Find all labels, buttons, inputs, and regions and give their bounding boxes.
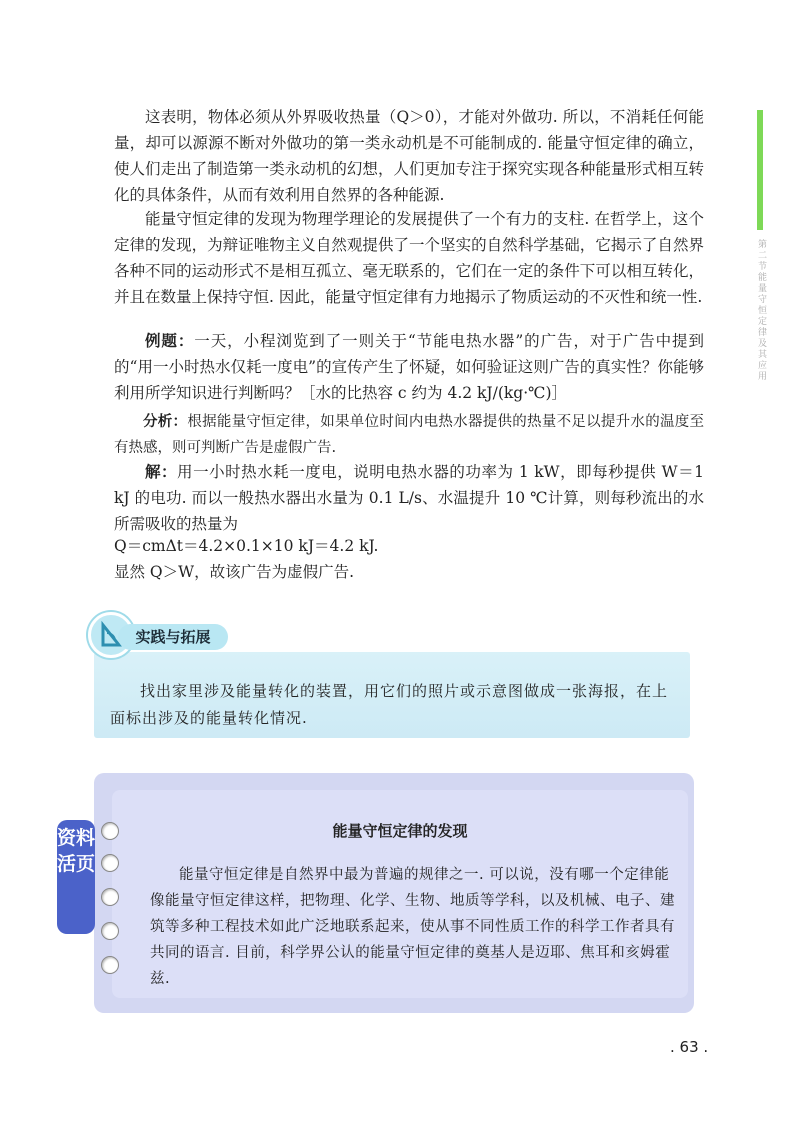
material-tab: 资料活页 <box>57 820 95 934</box>
chapter-side-label: 第二节 能量守恒定律及其应用 <box>758 240 768 382</box>
example-label: 例题： <box>145 332 195 350</box>
binder-ring-icon <box>101 956 119 974</box>
solution-text: 用一小时热水耗一度电，说明电热水器的功率为 1 kW，即每秒提供 W＝1 kJ 的电功. 而以一般热水器出水量为 0.1 L/s、水温提升 10 ℃计算，则每秒流出的水所需吸收的热量为 <box>114 463 704 533</box>
solution-label: 解： <box>145 463 178 481</box>
example-text: 一天，小程浏览到了一则关于“节能电热水器”的广告，对于广告中提到的“用一小时热水仅耗一度电”的宣传产生了怀疑，如何验证这则广告的真实性？你能够利用所学知识进行判断吗？［水的比热容 c 约为 4.2 kJ/(kg·℃)］ <box>114 332 704 402</box>
chapter-marker-bar <box>757 110 763 230</box>
material-title: 能量守恒定律的发现 <box>332 822 468 840</box>
binder-ring-icon <box>101 922 119 940</box>
conclusion: 显然 Q＞W，故该广告为虚假广告. <box>114 563 354 581</box>
material-text: 能量守恒定律是自然界中最为普遍的规律之一. 可以说，没有哪一个定律能像能量守恒定律这样，把物理、化学、生物、地质等学科，以及机械、电子、建筑等多种工程技术如此广泛地联系起来，使从事不同性质工作的科学工作者具有共同的语言. 目前，科学界公认的能量守恒定律的奠基人是迈耶、焦耳和亥姆霍兹. <box>150 867 675 987</box>
paragraph-2: 能量守恒定律的发现为物理学理论的发展提供了一个有力的支柱. 在哲学上，这个定律的发现，为辩证唯物主义自然观提供了一个坚实的自然科学基础，它揭示了自然界各种不同的运动形式不是相互孤立、毫无联系的，它们在一定的条件下可以相互转化，并且在数量上保持守恒. 因此，能量守恒定律有力地揭示了物质运动的不灭性和统一性. <box>114 210 704 306</box>
example-block <box>114 328 704 406</box>
page-number: . 63 . <box>670 1038 709 1056</box>
paragraph-1: 这表明，物体必须从外界吸收热量（Q＞0），才能对外做功. 所以，不消耗任何能量，却可以源源不断对外做功的第一类永动机是不可能制成的. 能量守恒定律的确立，使人们走出了制造第一类永动机的幻想，人们更加专注于探究实现各种能量形式相互转化的具体条件，从而有效利用自然界的各种能源. <box>114 108 704 204</box>
analysis-block <box>114 409 704 461</box>
formula: Q＝cmΔt＝4.2×0.1×10 kJ＝4.2 kJ. <box>114 537 379 555</box>
binder-ring-icon <box>101 854 119 872</box>
analysis-label: 分析： <box>143 414 188 430</box>
solution-block <box>114 459 704 537</box>
practice-text: 找出家里涉及能量转化的装置，用它们的照片或示意图做成一张海报，在上面标出涉及的能量转化情况. <box>110 682 669 727</box>
analysis-text: 根据能量守恒定律，如果单位时间内电热水器提供的热量不足以提升水的温度至有热感，则可判断广告是虚假广告. <box>114 414 704 456</box>
practice-title: 实践与拓展 <box>118 624 228 650</box>
binder-ring-icon <box>101 888 119 906</box>
